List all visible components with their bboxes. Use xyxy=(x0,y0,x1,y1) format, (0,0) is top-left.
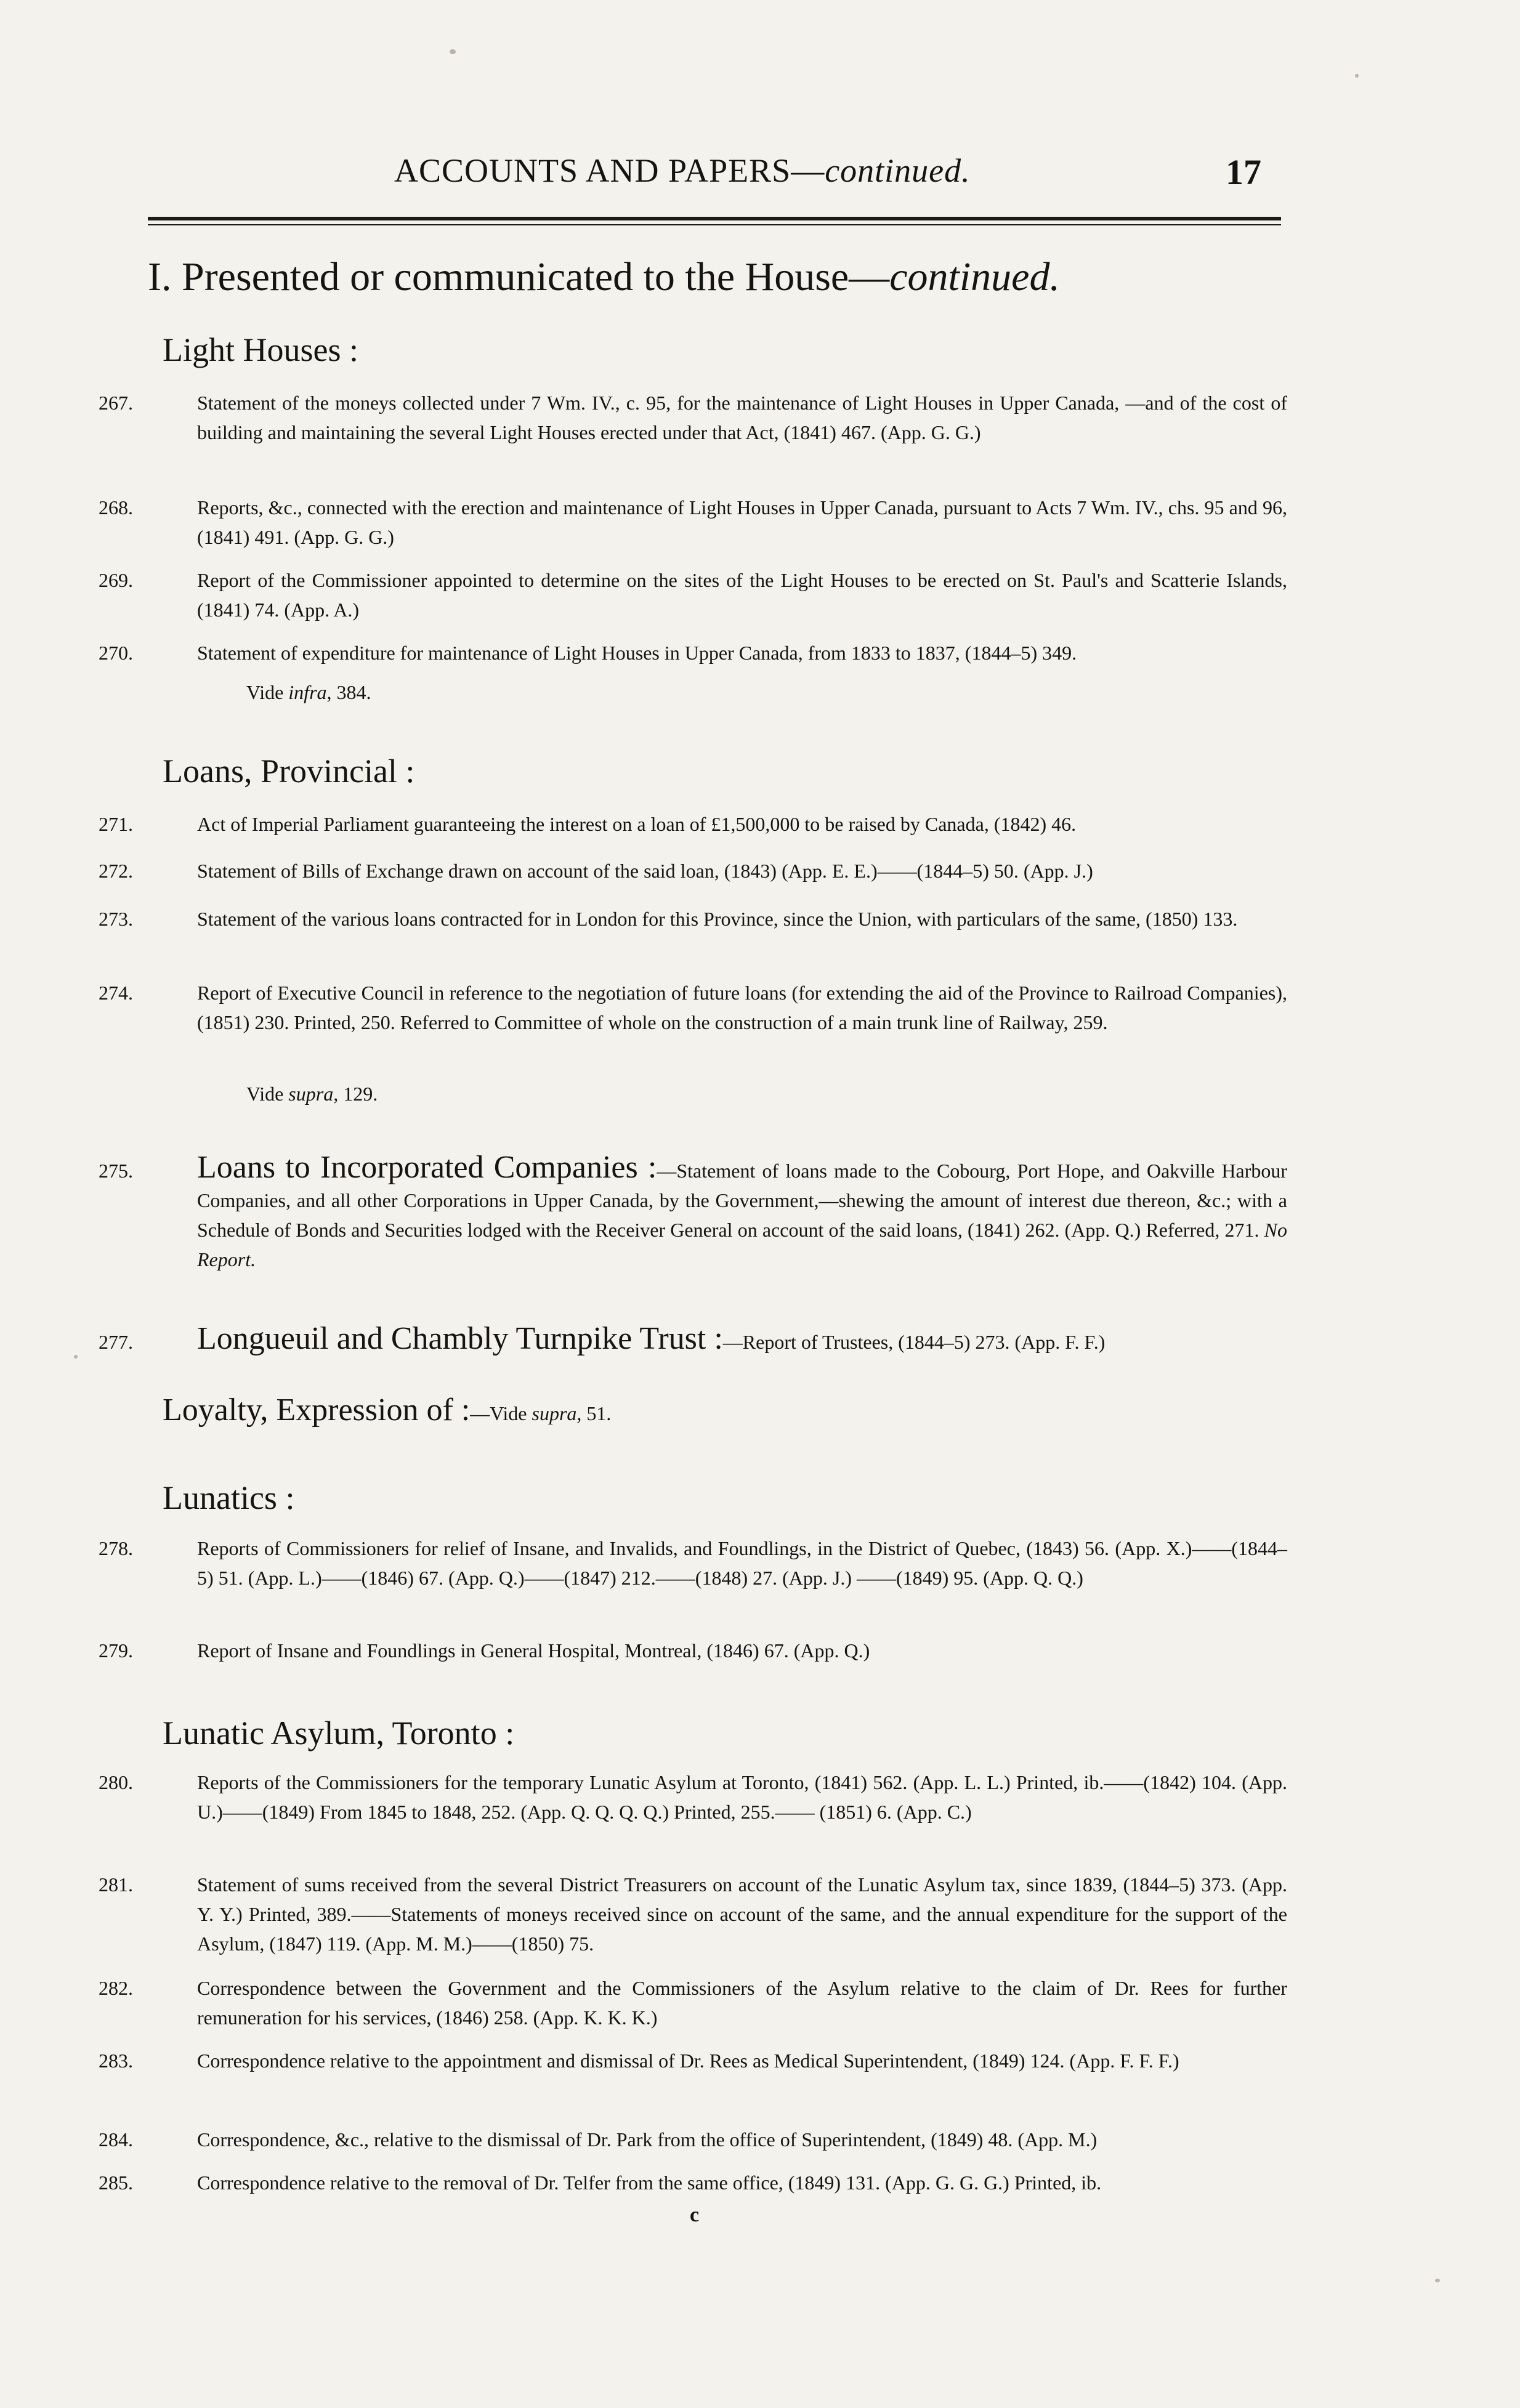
vide-reference xyxy=(246,1079,378,1109)
entry-text: Statement of the moneys collected under 7 Wm. IV., c. 95, for the maintenance of Light Houses in Upper Canada, —and of the cost of building and maintaining the several Light Houses erected under that Act, (1841) 467. (App. G. G.) xyxy=(197,392,1287,443)
entry-text: Statement of expenditure for maintenance of Light Houses in Upper Canada, from 1833 to 1837, (1844–5) 349. xyxy=(197,642,1077,664)
entry-text: Correspondence between the Government and the Commissioners of the Asylum relative to the claim of Dr. Rees for further remuneration for his services, (1846) 258. (App. K. K. K.) xyxy=(197,1977,1287,2029)
entry-282 xyxy=(99,1973,1287,2032)
entry-text: Report of the Commissioner appointed to determine on the sites of the Light Houses to be erected on St. Paul's and Scatterie Islands, (1841) 74. (App. A.) xyxy=(197,569,1287,621)
entry-number: 278. xyxy=(99,1537,133,1559)
entry-285 xyxy=(99,2168,1287,2197)
entry-text: Correspondence relative to the removal of Dr. Telfer from the same office, (1849) 131. (App. G. G. G.) Printed, ib. xyxy=(197,2172,1102,2194)
entry-number: 281. xyxy=(99,1873,133,1896)
vide-prefix: Vide xyxy=(246,681,289,703)
section-title-loyalty: Loyalty, Expression of : xyxy=(163,1392,471,1428)
entry-268 xyxy=(99,493,1287,552)
section-title-lunatic-asylum: Lunatic Asylum, Toronto : xyxy=(163,1715,515,1751)
vide-reference xyxy=(246,677,371,707)
paper-speck xyxy=(450,49,456,54)
vide-ref: 51. xyxy=(581,1402,612,1424)
vide-ref: 129. xyxy=(338,1083,378,1105)
vide-italic: supra, xyxy=(288,1083,339,1105)
paper-speck xyxy=(1435,2279,1440,2282)
section-loyalty xyxy=(163,1393,1287,1428)
entry-number: 280. xyxy=(99,1771,133,1793)
entry-number: 284. xyxy=(99,2128,133,2151)
entry-number: 272. xyxy=(99,860,133,882)
entry-number: 285. xyxy=(99,2172,133,2194)
entry-281 xyxy=(99,1870,1287,1958)
part-heading xyxy=(148,253,1060,302)
entry-273 xyxy=(99,904,1287,934)
entry-text: Report of Insane and Foundlings in General Hospital, Montreal, (1846) 67. (App. Q.) xyxy=(197,1639,870,1662)
running-title-italic: continued. xyxy=(825,152,971,189)
entry-text: Statement of Bills of Exchange drawn on account of the said loan, (1843) (App. E. E.)——(1844–5) 50. (App. J.) xyxy=(197,860,1093,882)
vide-prefix: Vide xyxy=(246,1083,289,1105)
entry-text: Reports, &c., connected with the erection and maintenance of Light Houses in Upper Canada, pursuant to Acts 7 Wm. IV., chs. 95 and 96, (1841) 491. (App. G. G.) xyxy=(197,496,1287,548)
section-title-lunatics: Lunatics : xyxy=(163,1479,295,1516)
entry-271 xyxy=(99,809,1287,839)
entry-text: Correspondence, &c., relative to the dismissal of Dr. Park from the office of Superintendent, (1849) 48. (App. M.) xyxy=(197,2128,1098,2151)
paper-speck xyxy=(74,1355,78,1359)
entry-number: 277. xyxy=(99,1331,133,1353)
page-number: 17 xyxy=(1226,152,1261,192)
entry-text: Reports of the Commissioners for the temporary Lunatic Asylum at Toronto, (1841) 562. (App. L. L.) Printed, ib.——(1842) 104. (App. U.)——(1849) From 1845 to 1848, 252. (App. Q. Q. Q. Q.) Printed, 255.—— (1851) 6. (App. C.) xyxy=(197,1771,1287,1823)
entry-number: 268. xyxy=(99,496,133,519)
entry-267 xyxy=(99,388,1287,447)
entry-283 xyxy=(99,2046,1287,2075)
running-head xyxy=(0,152,1520,195)
entry-text: Reports of Commissioners for relief of Insane, and Invalids, and Foundlings, in the District of Quebec, (1843) 56. (App. X.)——(1844–5) 51. (App. L.)——(1846) 67. (App. Q.)——(1847) 212.——(1848) 27. (App. J.) ——(1849) 95. (App. Q. Q.) xyxy=(197,1537,1287,1589)
entry-number: 274. xyxy=(99,982,133,1004)
part-heading-italic: continued. xyxy=(889,254,1060,299)
entry-text: Correspondence relative to the appointment and dismissal of Dr. Rees as Medical Superintendent, (1849) 124. (App. F. F. F.) xyxy=(197,2050,1179,2072)
running-title xyxy=(394,152,971,190)
entry-number: 267. xyxy=(99,392,133,414)
section-title-light-houses: Light Houses : xyxy=(163,331,358,368)
paper-speck xyxy=(1355,74,1359,78)
entry-text: Act of Imperial Parliament guaranteeing the interest on a loan of £1,500,000 to be raised by Canada, (1842) 46. xyxy=(197,813,1077,835)
vide-italic: infra, xyxy=(288,681,332,703)
entry-text: Statement of sums received from the several District Treasurers on account of the Lunatic Asylum tax, since 1839, (1844–5) 373. (App. Y. Y.) Printed, 389.——Statements of moneys received since on account of the same, and the annual expenditure for the support of the Asylum, (1847) 119. (App. M. M.)——(1850) 75. xyxy=(197,1873,1287,1955)
header-rule-thick xyxy=(148,217,1281,220)
entry-text: Report of Executive Council in reference to the negotiation of future loans (for extending the aid of the Province to Railroad Companies), (1851) 230. Printed, 250. Referred to Committee of whole on the construction of a main trunk line of Railway, 259. xyxy=(197,982,1287,1033)
running-title-text: ACCOUNTS AND PAPERS— xyxy=(394,152,825,189)
entry-272 xyxy=(99,856,1287,886)
entry-number: 271. xyxy=(99,813,133,835)
header-rule-thin xyxy=(148,224,1281,225)
entry-279 xyxy=(99,1636,1287,1665)
entry-284 xyxy=(99,2125,1287,2154)
entry-269 xyxy=(99,565,1287,624)
entry-number: 275. xyxy=(99,1160,133,1182)
entry-number: 269. xyxy=(99,569,133,591)
vide-ref: 384. xyxy=(331,681,371,703)
entry-number: 273. xyxy=(99,908,133,930)
entry-277 xyxy=(99,1321,1287,1357)
vide-prefix: —Vide xyxy=(470,1402,532,1424)
section-title-loans-provincial: Loans, Provincial : xyxy=(163,753,415,790)
entry-275 xyxy=(99,1150,1288,1274)
part-heading-text: I. Presented or communicated to the House— xyxy=(148,254,890,299)
entry-number: 282. xyxy=(99,1977,133,1999)
entry-number: 279. xyxy=(99,1639,133,1662)
section-title-loans-incorporated: Loans to Incorporated Companies : xyxy=(197,1150,657,1185)
section-title-longueuil: Longueuil and Chambly Turnpike Trust : xyxy=(197,1321,723,1356)
entry-number: 270. xyxy=(99,642,133,664)
entry-270 xyxy=(99,638,1287,668)
entry-text: —Statement of loans made to the Cobourg, Port Hope, and Oakville Harbour Companies, and all other Corporations in Upper Canada, by the Government,—shewing the amount of interest due thereon, &c.; with a Schedule of Bonds and Securities lodged with the Receiver General on account of the said loans, (1841) 262. (App. Q.) Referred, 271. xyxy=(197,1160,1288,1241)
entry-text: —Report of Trustees, (1844–5) 273. (App. F. F.) xyxy=(722,1331,1106,1353)
entry-278 xyxy=(99,1533,1287,1593)
entry-number: 283. xyxy=(99,2050,133,2072)
vide-italic: supra, xyxy=(532,1402,582,1424)
entry-280 xyxy=(99,1768,1287,1827)
signature-mark: c xyxy=(690,2204,700,2226)
entry-text-italic: No Report. xyxy=(197,1219,1288,1271)
entry-274 xyxy=(99,978,1287,1037)
entry-text: Statement of the various loans contracted for in London for this Province, since the Union, with particulars of the same, (1850) 133. xyxy=(197,908,1238,930)
